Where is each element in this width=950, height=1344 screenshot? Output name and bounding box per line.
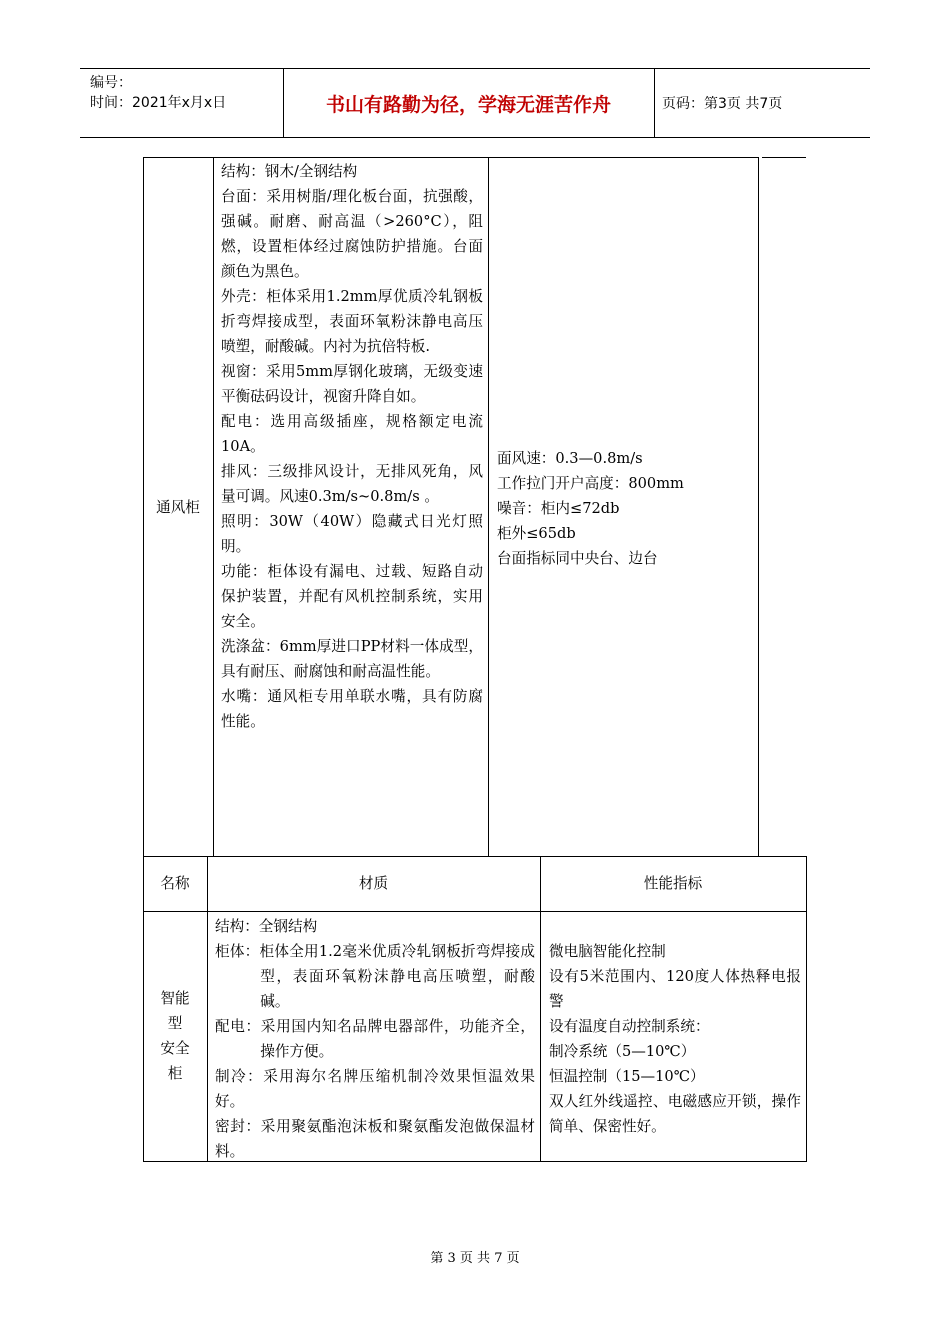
spec-line: 配电：选用高级插座，规格额定电流10A。: [221, 413, 483, 455]
perf-line: 恒温控制（15—10℃）: [549, 1068, 705, 1085]
spec-line: 外壳：柜体采用1.2mm厚优质冷轧钢板折弯焊接成型，表面环氧粉沫静电高压喷塑，耐酸碱。内衬为抗倍特板.: [221, 288, 483, 355]
grid-line: [488, 157, 489, 857]
perf-line: 噪音：柜内≤72db: [497, 500, 620, 517]
safe-cabinet-performance: [549, 939, 801, 1139]
grid-line: [806, 856, 807, 1162]
perf-line: 设有5米范围内、120度人体热释电报警: [549, 968, 801, 1010]
perf-line: 台面指标同中央台、边台: [497, 550, 658, 567]
name-line: 智能: [160, 990, 190, 1007]
perf-line: 面风速：0.3—0.8m/s: [497, 450, 643, 467]
name-line: 柜: [167, 1065, 183, 1082]
page-header: [80, 68, 870, 138]
fume-hood-specs: [221, 159, 483, 734]
name-line: 安全: [160, 1040, 190, 1057]
grid-line: [213, 157, 214, 857]
number-label: 编号：: [90, 75, 132, 91]
perf-line: 设有温度自动控制系统：: [549, 1018, 710, 1035]
material-line: 密封：采用聚氨酯泡沫板和聚氨酯发泡做保温材料。: [215, 1118, 535, 1160]
column-header-name: 名称: [160, 875, 190, 892]
material-line: 配电：采用国内知名品牌电器部件，功能齐全，操作方便。: [215, 1018, 535, 1060]
safe-cabinet-name: [143, 911, 207, 1161]
fume-hood-name: 通风柜: [156, 498, 200, 516]
perf-line: 制冷系统（5—10℃）: [549, 1043, 696, 1060]
spec-line: 台面：采用树脂/理化板台面，抗强酸，强碱。耐磨、耐高温（>260°C），阻燃，设置柜体经过腐蚀防护措施。台面颜色为黑色。: [221, 188, 483, 280]
column-header-material: 材质: [358, 875, 389, 892]
spec-line: 结构：钢木/全钢结构: [221, 163, 358, 180]
material-line: 结构：全钢结构: [215, 918, 318, 935]
header-motto: 书山有路勤为径，学海无涯苦作舟: [325, 93, 611, 116]
grid-line: [762, 157, 806, 158]
name-line: 型: [167, 1015, 183, 1032]
perf-line: 微电脑智能化控制: [549, 943, 666, 960]
material-line: 制冷：采用海尔名牌压缩机制冷效果恒温效果好。: [215, 1068, 535, 1110]
spec-line: 水嘴：通风柜专用单联水嘴，具有防腐性能。: [221, 688, 483, 730]
grid-line: [143, 157, 758, 158]
spec-line: 洗涤盆：6mm厚进口PP材料一体成型，具有耐压、耐腐蚀和耐高温性能。: [221, 638, 483, 680]
spec-line: 功能：柜体设有漏电、过载、短路自动保护装置，并配有风机控制系统，实用安全。: [221, 563, 483, 630]
fume-hood-performance: [497, 446, 755, 571]
grid-line: [143, 911, 807, 912]
page-footer: 第 3 页 共 7 页: [430, 1251, 520, 1266]
perf-line: 柜外≤65db: [497, 525, 576, 542]
material-line: 柜体：柜体全用1.2毫米优质冷轧钢板折弯焊接成型，表面环氧粉沫静电高压喷塑，耐酸碱。: [215, 943, 535, 1010]
header-left: [90, 73, 226, 113]
spec-line: 视窗：采用5mm厚钢化玻璃，无级变速平衡砝码设计，视窗升降自如。: [221, 363, 483, 405]
grid-line: [758, 157, 759, 857]
date-line: 时间：2021年x月x日: [90, 95, 227, 111]
spec-line: 照明：30W（40W）隐藏式日光灯照明。: [221, 513, 483, 555]
spec-line: 排风：三级排风设计，无排风死角，风量可调。风速0.3m/s~0.8m/s 。: [221, 463, 483, 505]
perf-line: 工作拉门开户高度：800mm: [497, 475, 684, 492]
header-page-info: 页码：第3页 共7页: [662, 96, 783, 112]
header-divider: [654, 69, 655, 137]
column-header-performance: 性能指标: [643, 875, 703, 892]
perf-line: 双人红外线遥控、电磁感应开锁，操作简单、保密性好。: [549, 1093, 801, 1135]
safe-cabinet-material: [215, 914, 535, 1164]
